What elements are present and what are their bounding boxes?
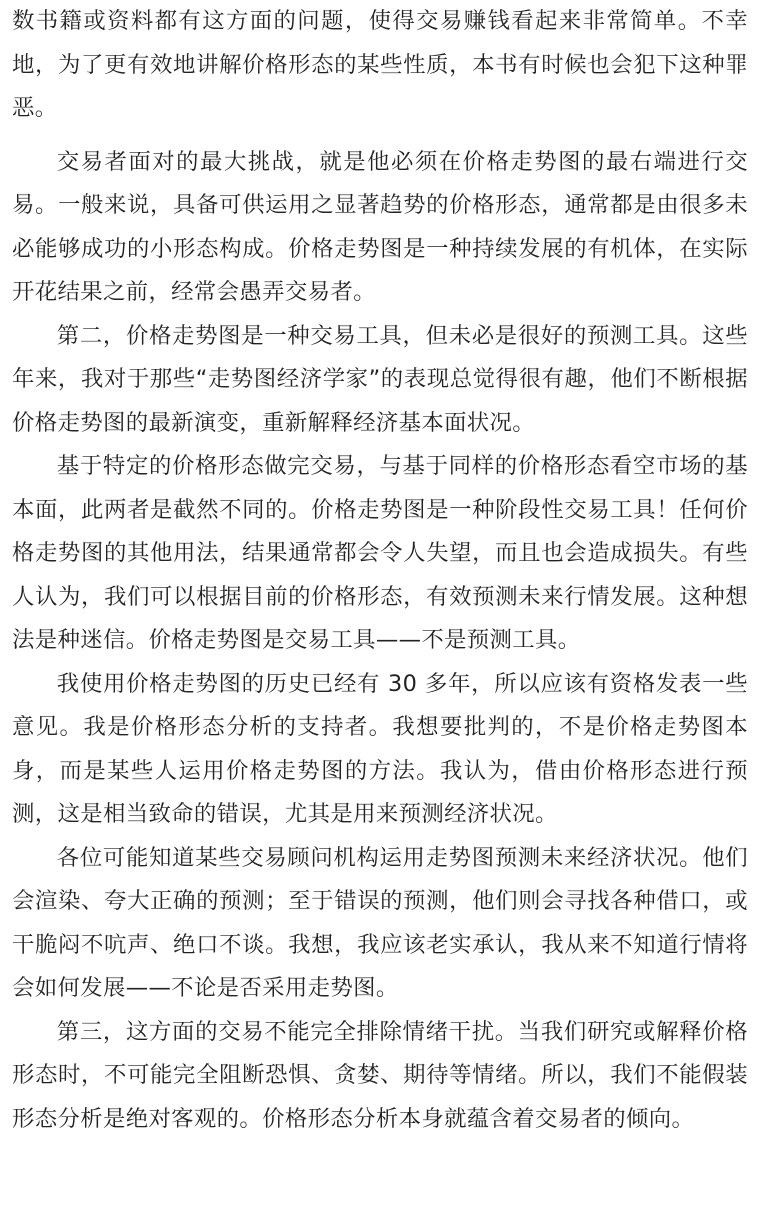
paragraph-continued: 数书籍或资料都有这方面的问题，使得交易赚钱看起来非常简单。不幸地，为了更有效地讲解价格形态的某些性质，本书有时候也会犯下这种罪恶。	[12, 8, 748, 121]
paragraph-trading-vs-fundamentals: 基于特定的价格形态做完交易，与基于同样的价格形态看空市场的基本面，此两者是截然不同的。价格走势图是一种阶段性交易工具！任何价格走势图的其他用法，结果通常都会令人失望，而且也会造成损失。有些人认为，我们可以根据目前的价格形态，有效预测未来行情发展。这种想法是种迷信。价格走势图是交易工具——不是预测工具。	[12, 453, 748, 653]
paragraph-second-point: 第二，价格走势图是一种交易工具，但未必是很好的预测工具。这些年来，我对于那些“走势图经济学家”的表现总觉得很有趣，他们不断根据价格走势图的最新演变，重新解释经济基本面状况。	[12, 322, 748, 436]
paragraph-third-point: 第三，这方面的交易不能完全排除情绪干扰。当我们研究或解释价格形态时，不可能完全阻断恐惧、贪婪、期待等情绪。所以，我们不能假装形态分析是绝对客观的。价格形态分析本身就蕴含着交易者的倾向。	[12, 1018, 748, 1132]
paragraph-biggest-challenge: 交易者面对的最大挑战，就是他必须在价格走势图的最右端进行交易。一般来说，具备可供运用之显著趋势的价格形态，通常都是由很多未必能够成功的小形态构成。价格走势图是一种持续发展的有机体，在实际开花结果之前，经常会愚弄交易者。	[12, 148, 748, 305]
paragraph-thirty-years: 我使用价格走势图的历史已经有 30 多年，所以应该有资格发表一些意见。我是价格形态分析的支持者。我想要批判的，不是价格走势图本身，而是某些人运用价格走势图的方法。我认为，借由价格形态进行预测，这是相当致命的错误，尤其是用来预测经济状况。	[12, 670, 748, 827]
paragraph-advisory-services: 各位可能知道某些交易顾问机构运用走势图预测未来经济状况。他们会渲染、夸大正确的预测；至于错误的预测，他们则会寻找各种借口，或干脆闷不吭声、绝口不谈。我想，我应该老实承认，我从来不知道行情将会如何发展——不论是否采用走势图。	[12, 844, 748, 1001]
